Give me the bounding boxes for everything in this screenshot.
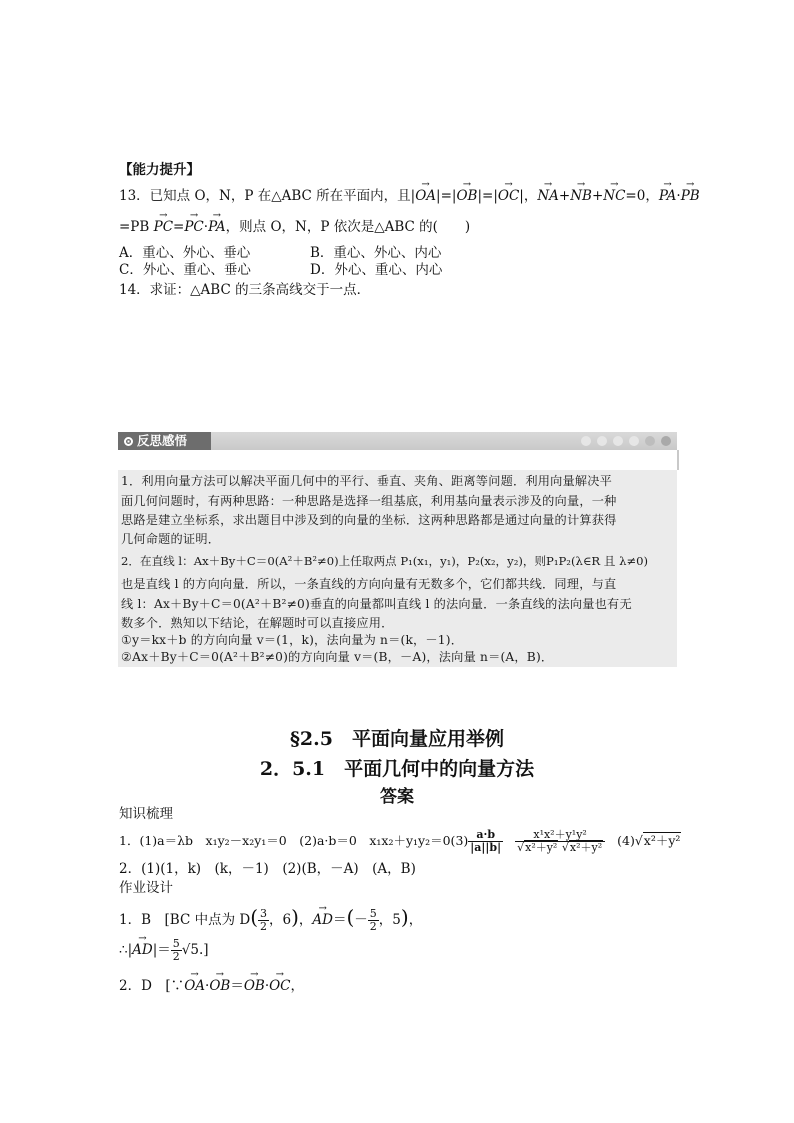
question-13-line-1: 13．已知点 O，N，P 在△ABC 所在平面内，且|→ OA|=|→ OB|=|→ OC|，→ NA+→ NB+→ NC=0，→ PA·→ PB	[119, 188, 700, 204]
knowledge-heading: 知识梳理	[119, 806, 173, 822]
vector-nb: → NB	[570, 188, 592, 204]
reflection-title: 反思感悟	[137, 433, 188, 448]
dot-icon	[629, 436, 639, 446]
question-14: 14．求证：△ABC 的三条高线交于一点．	[119, 282, 371, 298]
reflection-header-bar	[118, 432, 677, 450]
vector-na: → NA	[537, 188, 559, 204]
reflection-line: 几何命题的证明．	[121, 532, 221, 546]
answer-2: 2．(1)(1，k) (k，－1) (2)(B，－A) (A，B)	[119, 861, 416, 877]
homework-1-line-1: 1．B [BC 中点为 D( $\frac{3}{2}$ ，6)，→ AD＝(－ $\frac{5}{2}$ ，5)，	[119, 902, 422, 935]
reflection-side-strip	[677, 450, 679, 470]
reflection-title-tab	[118, 432, 211, 450]
vector-oc: → OC	[498, 188, 519, 204]
question-13-line-2: =PB → PC=→ PC·→ PA，则点 O，N，P 依次是△ABC 的( )	[119, 219, 470, 235]
dot-icon	[645, 436, 655, 446]
vector-pa-2: → PA	[208, 219, 226, 235]
homework-1-line-2: ∴|→ AD|＝ $\frac{5}{2}$ √5.]	[119, 935, 209, 965]
fraction: $\frac{5}{2}$	[369, 907, 377, 933]
ability-header: 【能力提升】	[119, 162, 200, 178]
fraction: $\frac{\text{x¹x²＋y¹y²}}{\text{√x²＋y² √x²＋y²}}$	[515, 829, 605, 854]
vector-ad-2: → AD	[132, 935, 153, 965]
target-bullet-icon	[124, 437, 133, 446]
vector-pa: → PA	[659, 188, 677, 204]
decorative-dots	[581, 436, 671, 446]
section-subtitle: 2．5.1 平面几何中的向量方法	[259, 758, 535, 780]
vector-oa: → OA	[415, 188, 436, 204]
reflection-line: 思路是建立坐标系，求出题目中涉及到的向量的坐标．这两种思路都是通过向量的计算获得	[121, 513, 617, 527]
vector-oc-2: → OC	[269, 978, 290, 994]
dot-icon	[581, 436, 591, 446]
sqrt-expression: x²＋y²	[643, 833, 681, 848]
reflection-line: 面几何问题时，有两种思路：一种思路是选择一组基底，利用基向量表示涉及的向量，一种	[121, 494, 617, 508]
homework-2: 2．D [∵→ OA·→ OB＝→ OB·→ OC，	[119, 978, 304, 994]
fraction: $\frac{a\cdot b}{|a||b|}$	[470, 828, 502, 854]
dot-icon	[661, 436, 671, 446]
reflection-line: 线 l：Ax＋By＋C＝0(A²＋B²≠0)垂直的向量都叫直线 l 的法向量．一条直线的法向量也有无	[121, 597, 632, 611]
answer-heading: 答案	[380, 787, 414, 807]
option-c: C．外心、重心、垂心	[119, 262, 251, 278]
reflection-line: ②Ax＋By＋C＝0(A²＋B²≠0)的方向向量 v＝(B，－A)，法向量 n＝(A，B)．	[121, 650, 554, 664]
option-b: B．重心、外心、内心	[310, 245, 442, 261]
option-a: A．重心、外心、垂心	[119, 245, 251, 261]
reflection-line: 1．利用向量方法可以解决平面几何中的平行、垂直、夹角、距离等问题．利用向量解决平	[121, 474, 613, 488]
vector-pb: → PB	[681, 188, 700, 204]
vector-nc: → NC	[603, 188, 625, 204]
reflection-line: ①y＝kx＋b 的方向向量 v＝(1，k)，法向量为 n＝(k，－1)．	[121, 633, 464, 647]
vector-ob-3: → OB	[244, 978, 265, 994]
dot-icon	[597, 436, 607, 446]
reflection-line: 也是直线 l 的方向向量．所以，一条直线的方向向量有无数多个，它们都共线．同理，与直	[121, 577, 617, 591]
vector-pc-2: → PC	[184, 219, 203, 235]
reflection-line: 数多个．熟知以下结论，在解题时可以直接应用．	[121, 616, 394, 630]
homework-heading: 作业设计	[119, 880, 173, 896]
vector-ad: → AD	[312, 905, 333, 935]
vector-pc: → PC	[154, 219, 173, 235]
option-d: D．外心、重心、内心	[310, 262, 443, 278]
section-title: §2.5 平面向量应用举例	[290, 728, 504, 750]
vector-oa-2: → OA	[184, 978, 205, 994]
fraction: $\frac{3}{2}$	[260, 907, 267, 933]
dot-icon	[613, 436, 623, 446]
vector-ob-2: → OB	[209, 978, 230, 994]
reflection-line: 2．在直线 l：Ax＋By＋C＝0(A²＋B²≠0)上任取两点 P₁(x₁，y₁)，P₂(x₂，y₂)，则P₁P₂(λ∈R 且 λ≠0)	[121, 554, 649, 568]
fraction: $\frac{5}{2}$	[172, 937, 180, 963]
vector-ob: → OB	[456, 188, 477, 204]
answer-1: 1．(1)a＝λb x₁y₂－x₂y₁＝0 (2)a·b＝0 x₁x₂＋y₁y₂＝0(3) $\frac{a\cdot b}{|a||b|}$ $\frac{\text{x¹x²＋y¹y²}}{\text{√x²＋y² √x²＋y²}}$ (4)√x²＋y²	[119, 828, 681, 854]
